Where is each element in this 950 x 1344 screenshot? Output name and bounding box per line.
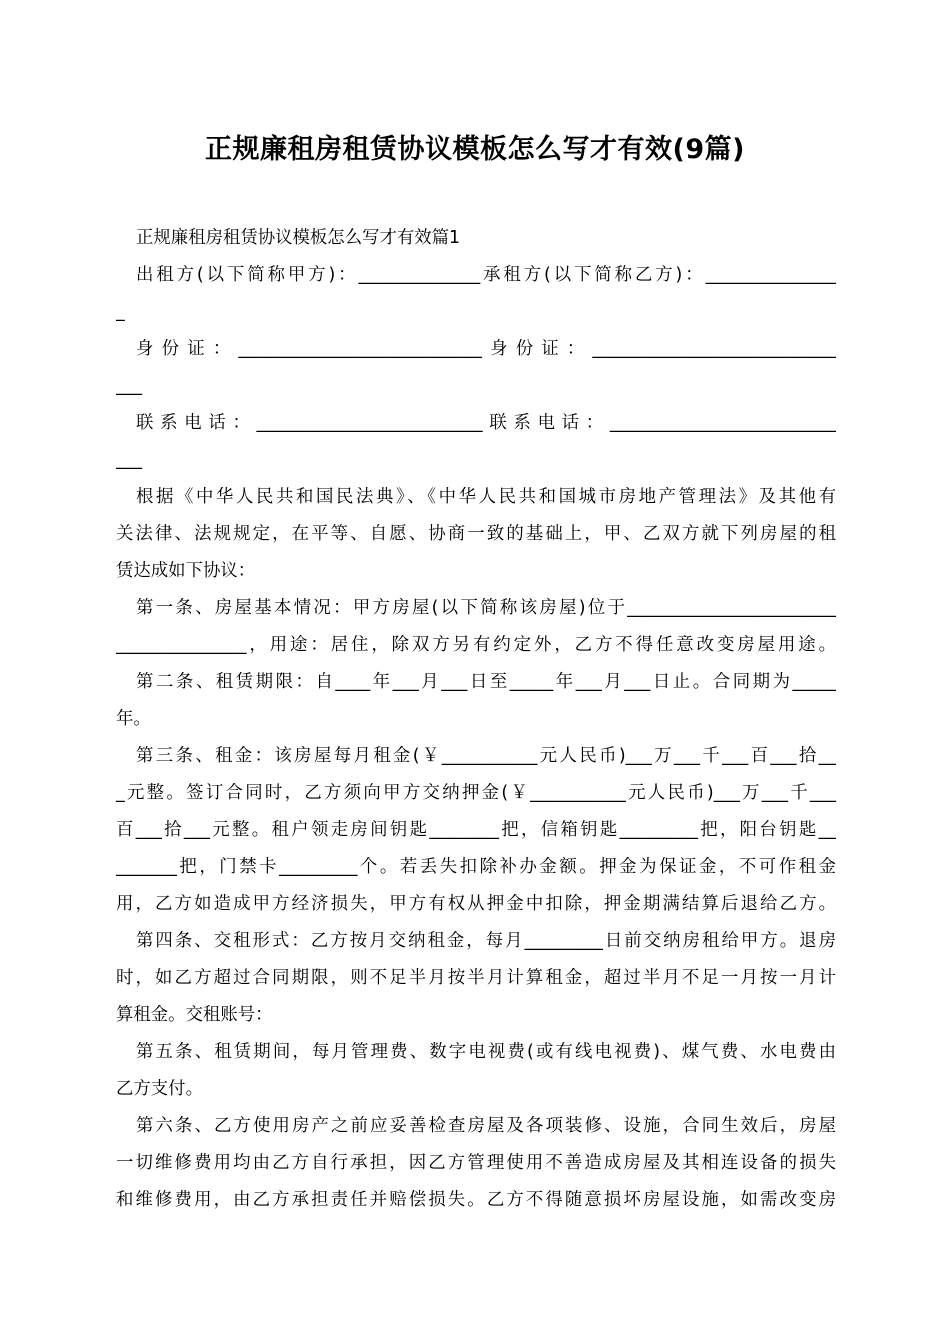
body-line: 关法律、法规规定，在平等、自愿、协商一致的基础上，甲、乙双方就下列房屋的租 — [116, 524, 836, 544]
body-line: _ — [116, 302, 125, 322]
body-line: 算租金。交租账号： — [116, 1005, 273, 1025]
body-line: 时，如乙方超过合同期限，则不足半月按半月计算租金，超过半月不足一月按一月计 — [116, 968, 836, 988]
body-line: 第六条、乙方使用房产之前应妥善检查房屋及各项装修、设施，合同生效后，房屋 — [136, 1116, 836, 1136]
body-line: 和维修费用，由乙方承担责任并赔偿损失。乙方不得随意损坏房屋设施，如需改变房 — [116, 1190, 836, 1210]
body-line: 正规廉租房租赁协议模板怎么写才有效篇1 — [136, 228, 461, 248]
document-title: 正规廉租房租赁协议模板怎么写才有效(9篇) — [205, 134, 745, 165]
body-line: 百___拾___元整。租户领走房间钥匙________把，信箱钥匙_________把，阳台钥匙__ — [116, 820, 836, 840]
body-line: _元整。签订合同时，乙方须向甲方交纳押金(￥___________元人民币)___万___千___ — [116, 783, 836, 803]
body-line: 第四条、交租形式：乙方按月交纳租金，每月_________日前交纳房租给甲方。退房 — [136, 931, 836, 951]
body-line: 第一条、房屋基本情况：甲方房屋(以下简称该房屋)位于________________________ — [136, 598, 836, 618]
body-line: 乙方支付。 — [116, 1079, 203, 1099]
body-line: _______把，门禁卡_________个。若丢失扣除补办金额。押金为保证金，不可作租金 — [116, 857, 836, 877]
body-line: 出租方(以下简称甲方)：______________承租方(以下简称乙方)：_______________ — [136, 265, 836, 285]
body-line: 联系电话：__________________________联系电话：__________________________ — [136, 413, 836, 433]
body-line: ___ — [116, 450, 143, 470]
document-body — [116, 220, 836, 1219]
body-line: 年。 — [116, 709, 151, 729]
body-line: 第三条、租金：该房屋每月租金(￥___________元人民币)___万___千___百___拾__ — [136, 746, 836, 766]
body-line: 第五条、租赁期间，每月管理费、数字电视费(或有线电视费)、煤气费、水电费由 — [136, 1042, 836, 1062]
body-line: 第二条、租赁期限：自____年___月___日至_____年___月___日止。合同期为_____ — [136, 672, 836, 692]
body-line: 赁达成如下协议： — [116, 561, 256, 581]
body-line: _______________，用途：居住，除双方另有约定外，乙方不得任意改变房屋用途。 — [116, 635, 836, 655]
body-line: 用，乙方如造成甲方经济损失，甲方有权从押金中扣除，押金期满结算后退给乙方。 — [116, 894, 836, 914]
body-line: ___ — [116, 376, 143, 396]
body-line: 一切维修费用均由乙方自行承担，因乙方管理使用不善造成房屋及其相连设备的损失 — [116, 1153, 836, 1173]
body-line: 根据《中华人民共和国民法典》、《中华人民共和国城市房地产管理法》及其他有 — [136, 487, 836, 507]
body-line: 身份证：____________________________身份证：____________________________ — [136, 339, 836, 359]
